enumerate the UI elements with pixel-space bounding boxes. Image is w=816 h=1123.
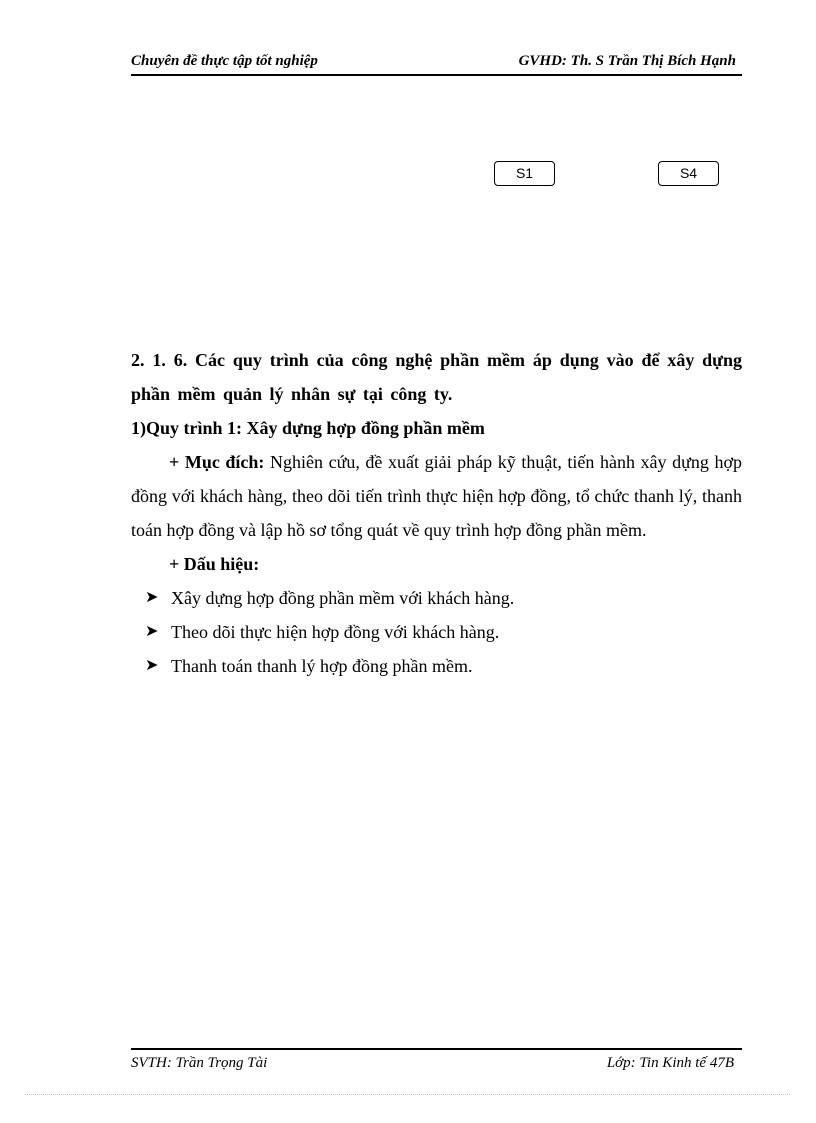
arrow-bullet-icon: ➤ [145,589,159,606]
footer-student: SVTH: Trần Trọng Tài [131,1055,268,1071]
signs-label: + Dấu hiệu: [169,554,260,574]
list-item-text: Theo dõi thực hiện hợp đồng với khách hàng. [171,622,500,642]
header-document-title: Chuyên đề thực tập tốt nghiệp [131,53,318,69]
diagram-box-s4: S4 [658,161,719,186]
page-bottom-rule [25,1094,790,1095]
page-header [131,52,742,76]
diagram-box-s1: S1 [494,161,555,186]
signs-list [131,581,742,683]
purpose-label: + Mục đích: [169,452,265,472]
list-item [131,581,742,615]
main-content [131,343,742,683]
process-title: 1)Quy trình 1: Xây dựng hợp đồng phần mềm [131,418,485,438]
footer-class: Lớp: Tin Kinh tế 47B [606,1055,734,1071]
list-item [131,649,742,683]
purpose-text: Nghiên cứu, đề xuất giải pháp kỹ thuật, tiến hành xây dựng hợp đồng với khách hàng, theo dõi tiến trình thực hiện hợp đồng, tổ chức thanh lý, thanh toán hợp đồng và lập hồ sơ tổng quát về quy trình hợp đồng phần mềm. [131,452,742,540]
purpose-paragraph [131,445,742,547]
arrow-bullet-icon: ➤ [145,623,159,640]
arrow-bullet-icon: ➤ [145,657,159,674]
section-heading: 2. 1. 6. Các quy trình của công nghệ phần mềm áp dụng vào để xây dựng phần mềm quản lý nhân sự tại công ty. [131,350,742,404]
page-footer [131,1048,742,1076]
header-advisor: GVHD: Th. S Trần Thị Bích Hạnh [518,53,736,69]
list-item-text: Thanh toán thanh lý hợp đồng phần mềm. [171,656,473,676]
list-item [131,615,742,649]
list-item-text: Xây dựng hợp đồng phần mềm với khách hàng. [171,588,515,608]
